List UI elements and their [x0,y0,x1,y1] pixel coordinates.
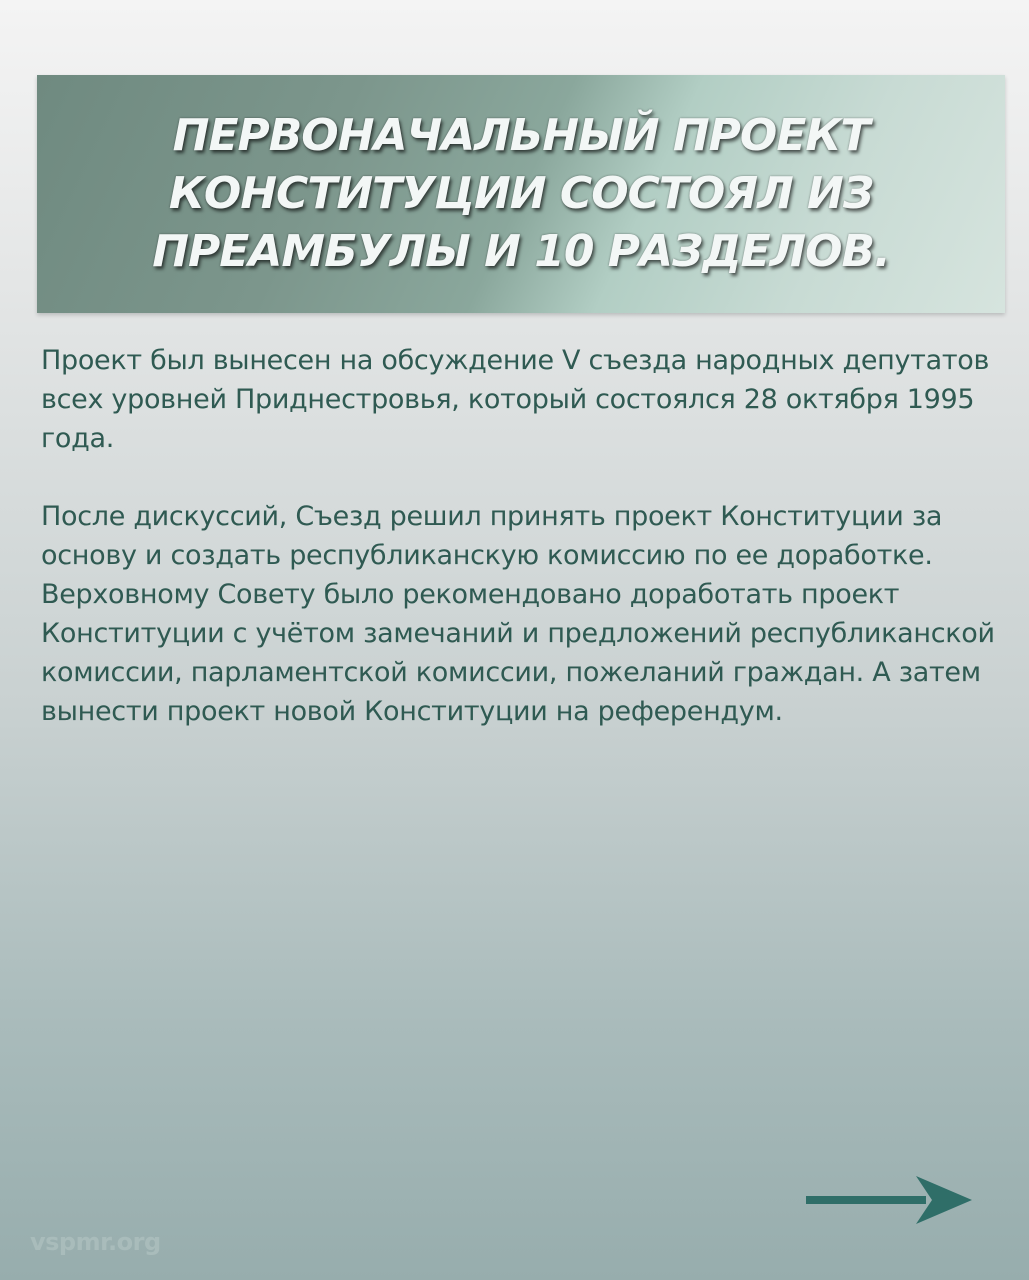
article-body [41,341,1001,770]
page-title: ПЕРВОНАЧАЛЬНЫЙ ПРОЕКТ КОНСТИТУЦИИ СОСТОЯЛ ИЗ ПРЕАМБУЛЫ И 10 РАЗДЕЛОВ. [152,110,890,277]
paragraph-commission: После дискуссий, Съезд решил принять проект Конституции за основу и создать республиканскую комиссию по ее доработке. Верховному Совету было рекомендовано доработать проект Конституции с учётом замечаний и предложений республиканской комиссии, парламентской комиссии, пожеланий граждан. А затем вынести проект новой Конституции на референдум. [41,501,995,727]
site-watermark: vspmr.org [30,1228,161,1256]
arrow-right-icon[interactable] [804,1174,974,1226]
paragraph-congress: Проект был вынесен на обсуждение V съезда народных депутатов всех уровней Приднестровья, который состоялся 28 октября 1995 года. [41,345,990,454]
title-banner [37,75,1005,313]
